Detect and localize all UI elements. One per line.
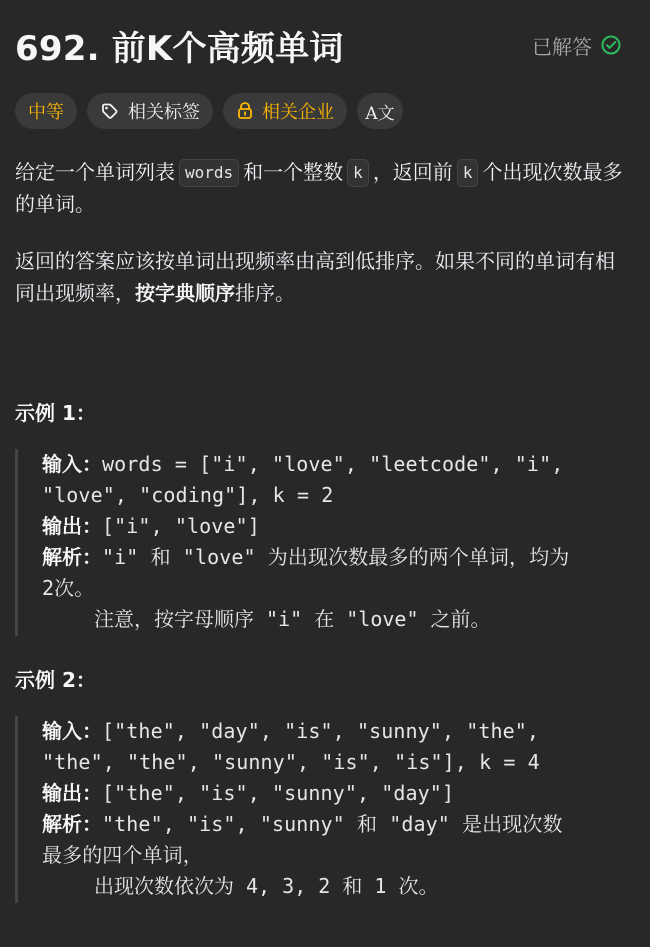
example-2-explanation-continued: 最多的四个单词， [42, 843, 203, 867]
related-companies-button[interactable] [223, 93, 347, 129]
example-1-note: 注意，按字母顺序 "i" 在 "love" 之前。 [94, 607, 491, 631]
problem-title: 692. 前K个高频单词 [15, 28, 344, 69]
difficulty-label: 中等 [28, 102, 64, 123]
example-2-input-continued: "the", "the", "sunny", "is", "is"], k = 4 [42, 750, 540, 774]
description-text: 给定一个单词列表 [15, 160, 175, 184]
explanation-value: "i" 和 "love" 为出现次数最多的两个单词，均为 [102, 545, 570, 569]
explanation-label: 解析： [42, 545, 102, 569]
example-1-input [42, 449, 628, 480]
description-paragraph-2 [15, 245, 628, 309]
description-paragraph-1 [15, 156, 628, 220]
explanation-value: "the", "is", "sunny" 和 "day" 是出现次数 [102, 812, 563, 836]
input-value: words = ["i", "love", "leetcode", "i", [102, 452, 564, 476]
solved-status [532, 31, 622, 60]
output-label: 输出： [42, 781, 102, 805]
tag-icon [100, 101, 120, 121]
description-text: 和一个整数 [243, 160, 344, 184]
description-text: 返回的答案应该按单词出现频率由高到低排序。如果不同的单词有相同出现频率， [15, 249, 615, 305]
example-2-box [15, 716, 628, 903]
inline-code-words: words [179, 159, 239, 187]
related-tags-label: 相关标签 [128, 102, 200, 123]
description-text: 个出现次数最多的单词。 [15, 160, 623, 216]
problem-tags [15, 93, 403, 129]
problem-header [15, 22, 622, 68]
related-companies-label: 相关企业 [262, 102, 334, 123]
output-value: ["the", "is", "sunny", "day"] [102, 781, 455, 805]
example-1-input-continued: "love", "coding"], k = 2 [42, 483, 334, 507]
example-2-output [42, 778, 628, 809]
input-label: 输入： [42, 719, 102, 743]
example-2-title: 示例 2： [15, 668, 96, 692]
example-1-title: 示例 1： [15, 401, 96, 425]
example-2-explanation [42, 809, 628, 840]
translate-icon: A文 [365, 103, 395, 124]
example-2-input [42, 716, 628, 747]
example-1-explanation-continued: 2次。 [42, 576, 95, 600]
example-1-explanation [42, 542, 628, 573]
description-text: 排序。 [235, 281, 295, 305]
check-circle-icon [600, 34, 622, 56]
example-1-output [42, 511, 628, 542]
example-1-box [15, 449, 628, 636]
inline-code-k: k [457, 159, 479, 187]
translate-button[interactable] [357, 93, 403, 129]
inline-code-k: k [347, 159, 369, 187]
solved-label: 已解答 [532, 34, 592, 59]
output-label: 输出： [42, 514, 102, 538]
description-text: ，返回前 [372, 160, 453, 184]
lock-icon [236, 101, 254, 121]
difficulty-badge [15, 93, 77, 129]
input-value: ["the", "day", "is", "sunny", "the", [102, 719, 540, 743]
output-value: ["i", "love"] [102, 514, 260, 538]
explanation-label: 解析： [42, 812, 102, 836]
example-2-note: 出现次数依次为 4, 3, 2 和 1 次。 [94, 874, 439, 898]
emphasis-text: 按字典顺序 [135, 281, 235, 305]
related-tags-button[interactable] [87, 93, 213, 129]
input-label: 输入： [42, 452, 102, 476]
